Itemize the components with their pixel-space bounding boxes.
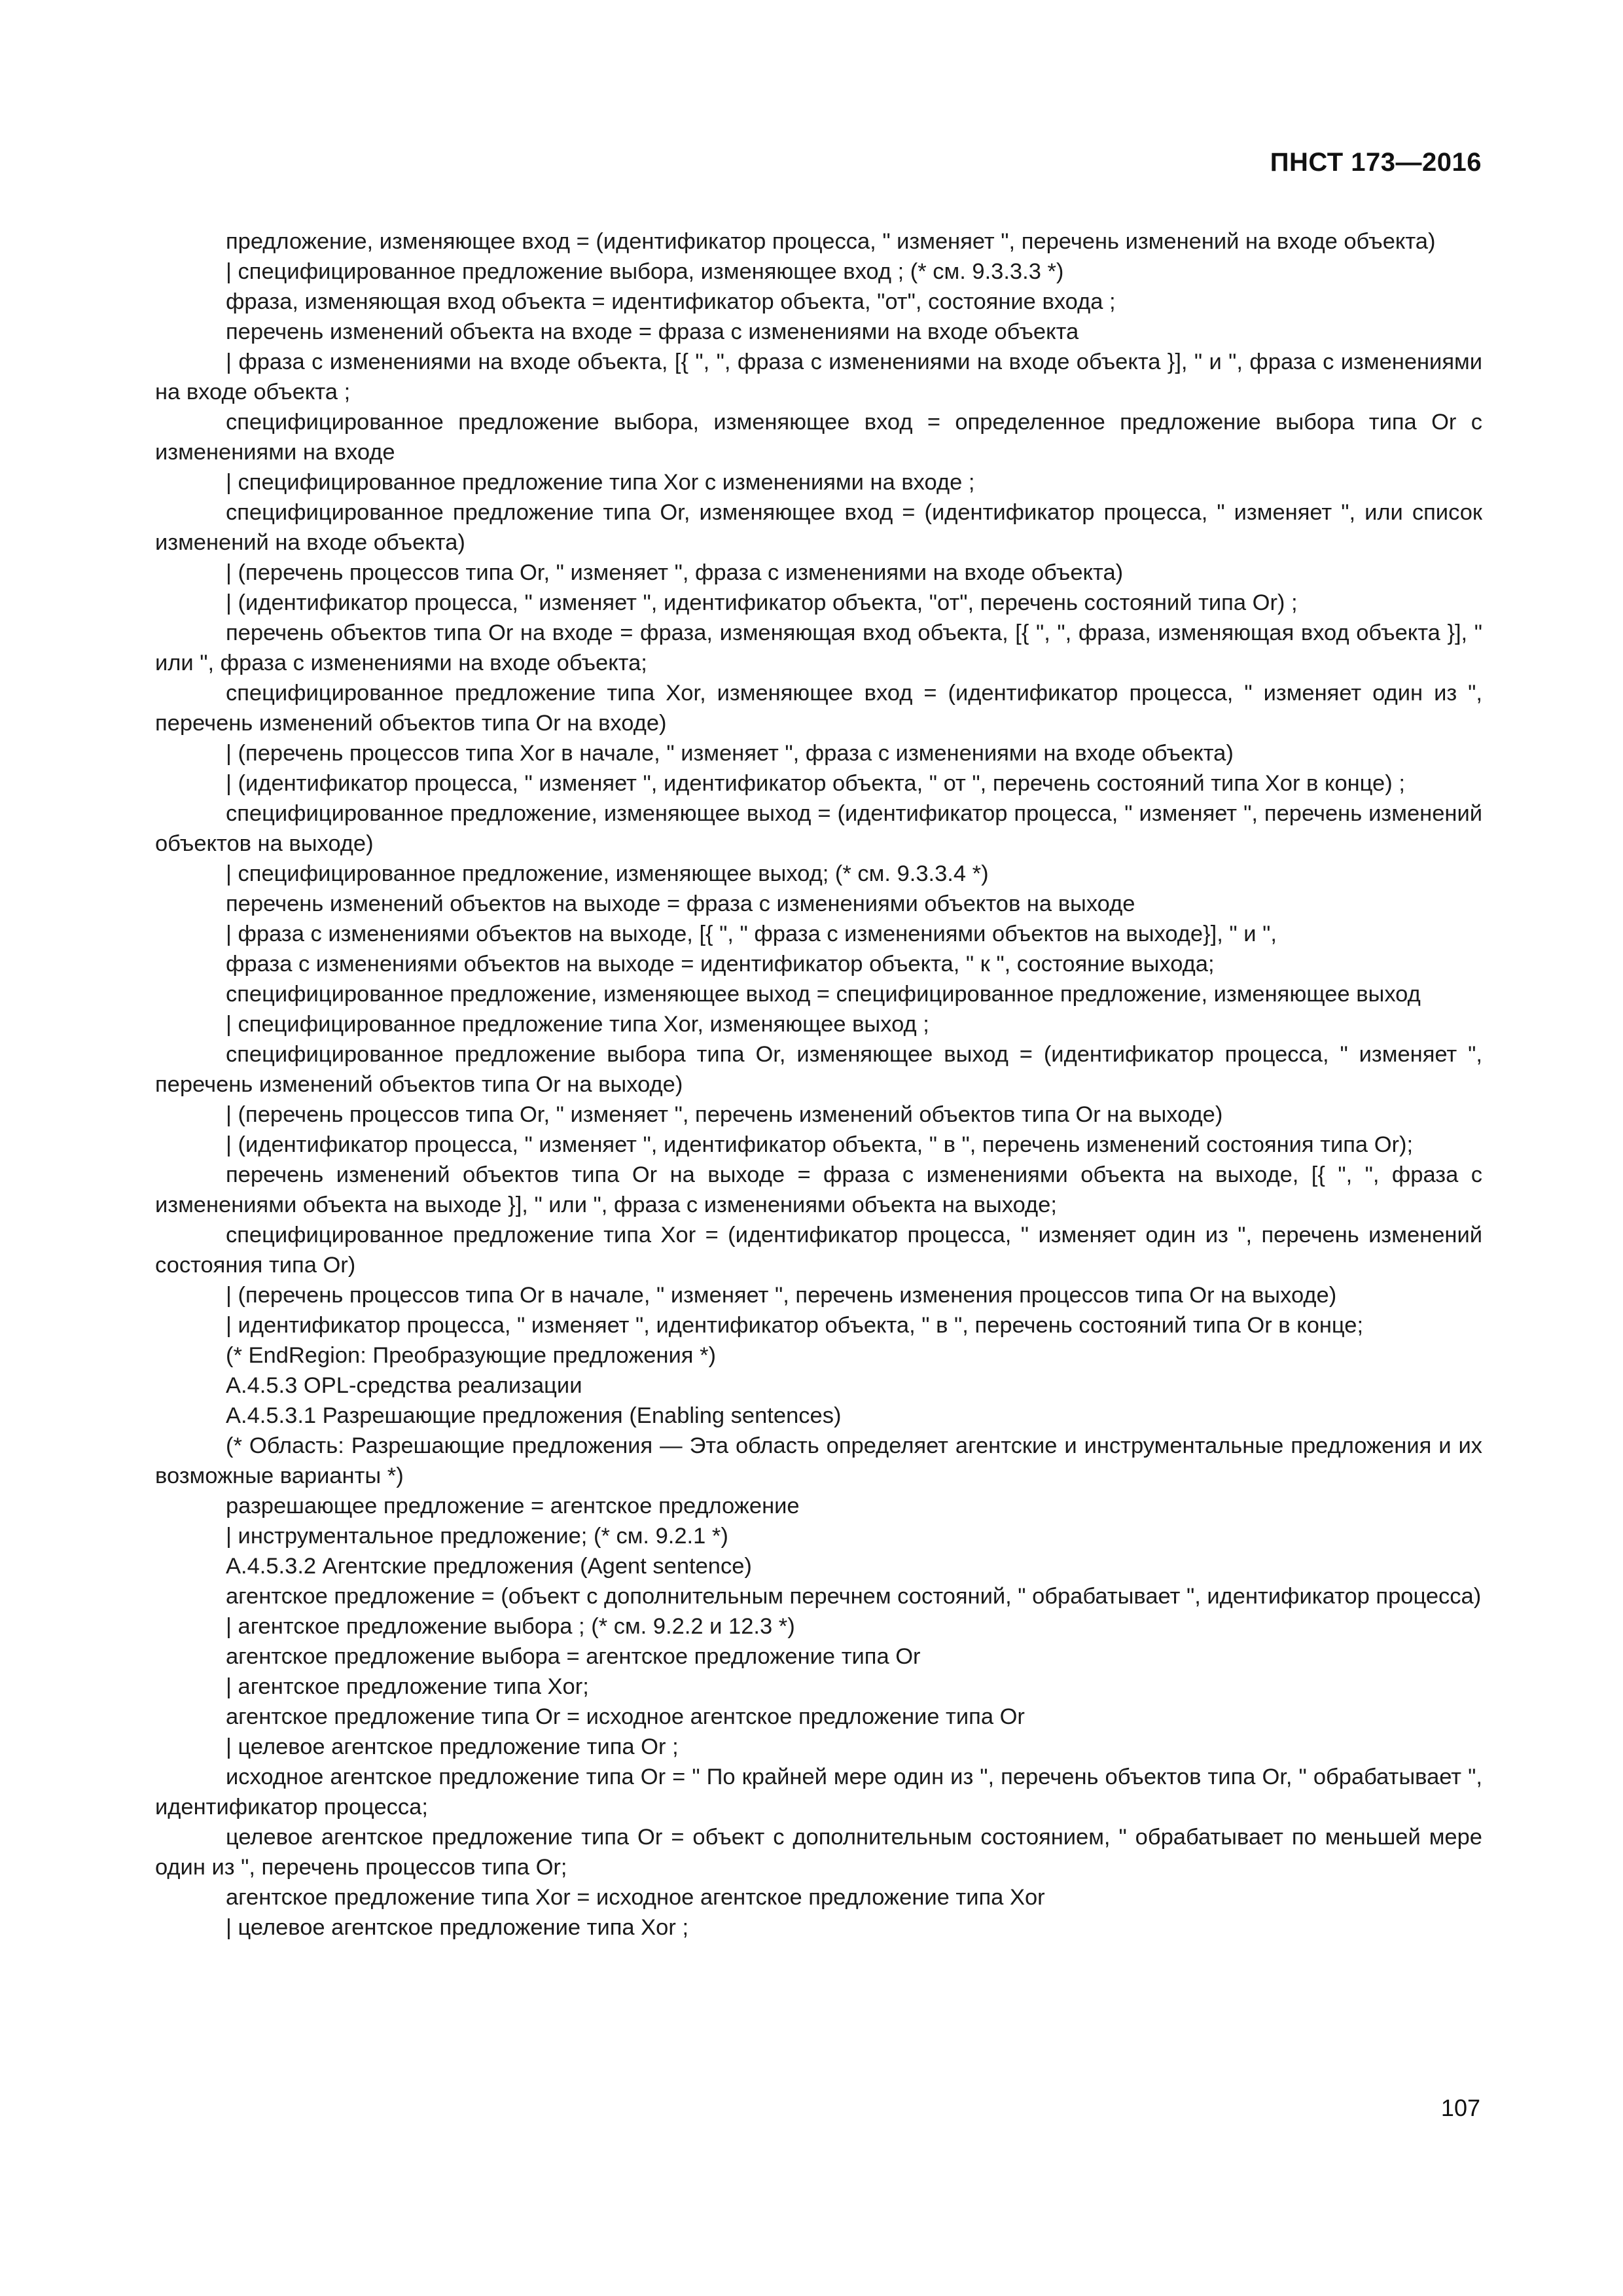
paragraph: (* Область: Разрешающие предложения — Эта область определяет агентские и инструментальные предложения и их возможные варианты *) [155, 1433, 1482, 1488]
paragraph: | (идентификатор процесса, " изменяет ", идентификатор объекта, " в ", перечень изменений состояния типа Or); [226, 1132, 1414, 1157]
paragraph: | инструментальное предложение; (* см. 9.2.1 *) [226, 1524, 728, 1549]
paragraph: специфицированное предложение выбора типа Or, изменяющее выход = (идентификатор процесса, " изменяет ", перечень изменений объектов типа Or на выходе) [155, 1042, 1482, 1097]
paragraph: агентское предложение типа Or = исходное агентское предложение типа Or [226, 1704, 1025, 1729]
paragraph: перечень изменений объектов на выходе = фраза с изменениями объектов на выходе [226, 891, 1135, 916]
paragraph: предложение, изменяющее вход = (идентификатор процесса, " изменяет ", перечень изменений на входе объекта) [226, 229, 1436, 254]
paragraph: | фраза с изменениями на входе объекта, [{ ", ", фраза с изменениями на входе объекта }], " и ", фраза с изменениями на входе объекта ; [155, 350, 1482, 404]
section-heading: А.4.5.3.1 Разрешающие предложения (Enabling sentences) [226, 1403, 842, 1428]
paragraph: | агентское предложение выбора ; (* см. 9.2.2 и 12.3 *) [226, 1614, 795, 1639]
paragraph: перечень изменений объекта на входе = фраза с изменениями на входе объекта [226, 319, 1079, 344]
paragraph: | (перечень процессов типа Or в начале, " изменяет ", перечень изменения процессов типа Or на выходе) [226, 1283, 1337, 1308]
paragraph: | специфицированное предложение типа Xor, изменяющее выход ; [226, 1012, 929, 1037]
paragraph: | целевое агентское предложение типа Or ; [226, 1734, 679, 1759]
paragraph: специфицированное предложение типа Xor, изменяющее вход = (идентификатор процесса, " изменяет один из ", перечень изменений объектов типа Or на входе) [155, 681, 1482, 736]
paragraph: | идентификатор процесса, " изменяет ", идентификатор объекта, " в ", перечень состояний типа Or в конце; [226, 1313, 1364, 1338]
paragraph: | агентское предложение типа Xor; [226, 1674, 589, 1699]
paragraph: агентское предложение = (объект с дополнительным перечнем состояний, " обрабатывает ", идентификатор процесса) [226, 1584, 1482, 1609]
paragraph: специфицированное предложение, изменяющее выход = специфицированное предложение, изменяющее выход [226, 982, 1421, 1007]
paragraph: специфицированное предложение выбора, изменяющее вход = определенное предложение выбора типа Or с изменениями на входе [155, 410, 1482, 465]
paragraph: агентское предложение типа Xor = исходное агентское предложение типа Xor [226, 1885, 1045, 1910]
paragraph: разрешающее предложение = агентское предложение [226, 1494, 800, 1518]
paragraph: | фраза с изменениями объектов на выходе, [{ ", " фраза с изменениями объектов на выходе}], " и ", [226, 922, 1277, 946]
section-heading: А.4.5.3 OPL-средства реализации [226, 1373, 582, 1398]
paragraph: | специфицированное предложение, изменяющее выход; (* см. 9.3.3.4 *) [226, 861, 989, 886]
paragraph: | целевое агентское предложение типа Xor ; [226, 1915, 689, 1940]
document-body [155, 226, 1482, 1943]
paragraph: специфицированное предложение типа Xor = (идентификатор процесса, " изменяет один из ", перечень изменений состояния типа Or) [155, 1223, 1482, 1278]
section-heading: А.4.5.3.2 Агентские предложения (Agent sentence) [226, 1554, 752, 1579]
paragraph: исходное агентское предложение типа Or = " По крайней мере один из ", перечень объектов типа Or, " обрабатывает ", идентификатор процесса; [155, 1765, 1482, 1820]
paragraph: | (идентификатор процесса, " изменяет ", идентификатор объекта, "от", перечень состояний типа Or) ; [226, 590, 1298, 615]
paragraph: фраза, изменяющая вход объекта = идентификатор объекта, "от", состояние входа ; [226, 289, 1116, 314]
page-header-standard-id: ПНСТ 173—2016 [1270, 148, 1482, 177]
paragraph: агентское предложение выбора = агентское предложение типа Or [226, 1644, 921, 1669]
page-number: 107 [1440, 2094, 1480, 2121]
paragraph: | специфицированное предложение выбора, изменяющее вход ; (* см. 9.3.3.3 *) [226, 259, 1064, 284]
paragraph: (* EndRegion: Преобразующие предложения *) [226, 1343, 716, 1368]
paragraph: специфицированное предложение, изменяющее выход = (идентификатор процесса, " изменяет ", перечень изменений объектов на выходе) [155, 801, 1482, 856]
paragraph: | специфицированное предложение типа Xor с изменениями на входе ; [226, 470, 975, 495]
paragraph: | (перечень процессов типа Xor в начале, " изменяет ", фраза с изменениями на входе объекта) [226, 741, 1234, 766]
paragraph: | (идентификатор процесса, " изменяет ", идентификатор объекта, " от ", перечень состояний типа Xor в конце) ; [226, 771, 1405, 796]
paragraph: перечень изменений объектов типа Or на выходе = фраза с изменениями объекта на выходе, [{ ", ", фраза с изменениями объекта на выходе }], " или ", фраза с изменениями объекта на выходе; [155, 1162, 1482, 1217]
paragraph: перечень объектов типа Or на входе = фраза, изменяющая вход объекта, [{ ", ", фраза, изменяющая вход объекта }], " или ", фраза с изменениями на входе объекта; [155, 620, 1482, 675]
paragraph: специфицированное предложение типа Or, изменяющее вход = (идентификатор процесса, " изменяет ", или список изменений на входе объекта) [155, 500, 1482, 555]
paragraph: фраза с изменениями объектов на выходе = идентификатор объекта, " к ", состояние выхода; [226, 952, 1215, 977]
paragraph: | (перечень процессов типа Or, " изменяет ", перечень изменений объектов типа Or на выходе) [226, 1102, 1223, 1127]
paragraph: | (перечень процессов типа Or, " изменяет ", фраза с изменениями на входе объекта) [226, 560, 1124, 585]
paragraph: целевое агентское предложение типа Or = объект с дополнительным состоянием, " обрабатывает по меньшей мере один из ", перечень процессов типа Or; [155, 1825, 1482, 1880]
